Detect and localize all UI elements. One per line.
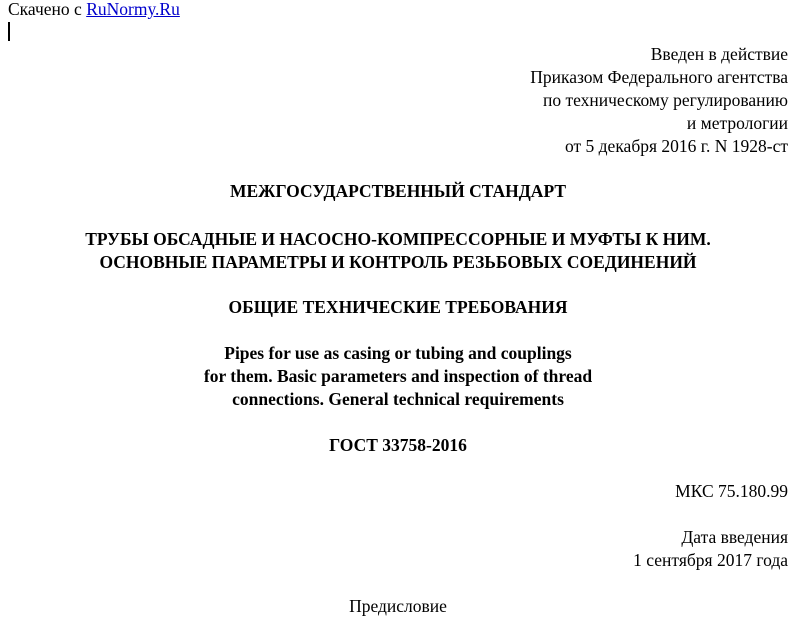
mks-code: МКС 75.180.99 (675, 481, 788, 501)
title-english-line: for them. Basic parameters and inspection of thread (203, 366, 593, 386)
text-cursor (8, 22, 10, 41)
approval-line: Введен в действие (650, 44, 788, 64)
source-line (8, 0, 180, 20)
approval-block (530, 43, 788, 158)
title-russian (0, 228, 790, 274)
introduction-date-line: 1 сентября 2017 года (633, 550, 788, 570)
introduction-date-line: Дата введения (681, 527, 788, 547)
approval-line: Приказом Федерального агентства (530, 67, 788, 87)
title-russian-line: ТРУБЫ ОБСАДНЫЕ И НАСОСНО-КОМПРЕССОРНЫЕ И МУФТЫ К НИМ. (85, 229, 711, 249)
approval-line: от 5 декабря 2016 г. N 1928-ст (564, 136, 788, 156)
preface-heading: Предисловие (349, 596, 447, 616)
document-type-heading: МЕЖГОСУДАРСТВЕННЫЙ СТАНДАРТ (229, 181, 567, 201)
title-english-line: Pipes for use as casing or tubing and couplings (224, 343, 572, 363)
subtitle-russian: ОБЩИЕ ТЕХНИЧЕСКИЕ ТРЕБОВАНИЯ (228, 297, 568, 317)
source-prefix: Скачено с (8, 0, 87, 19)
source-link[interactable]: RuNormy.Ru (86, 0, 180, 19)
title-english-line: connections. General technical requirements (232, 389, 564, 409)
approval-line: и метрологии (686, 113, 788, 133)
approval-line: по техническому регулированию (542, 90, 788, 110)
title-russian-line: ОСНОВНЫЕ ПАРАМЕТРЫ И КОНТРОЛЬ РЕЗЬБОВЫХ СОЕДИНЕНИЙ (99, 252, 697, 272)
standard-number: ГОСТ 33758-2016 (329, 435, 467, 455)
title-english (0, 342, 790, 411)
introduction-date-block (633, 526, 788, 572)
